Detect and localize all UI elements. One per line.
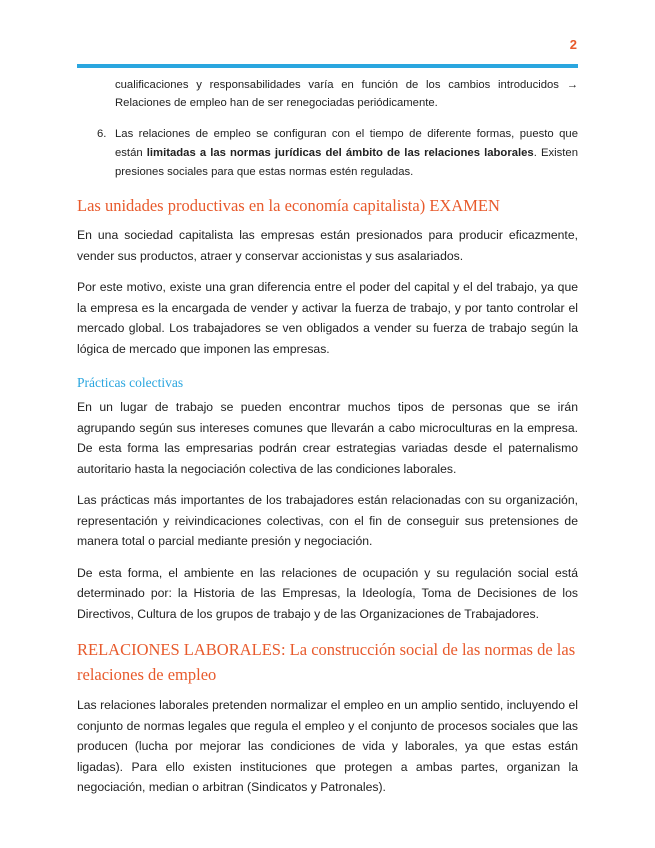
page-number: 2 [569, 37, 577, 52]
subsection-heading-practicas-colectivas: Prácticas colectivas [77, 375, 184, 390]
section-heading-unidades-productivas: Las unidades productivas en la economía capitalista) EXAMEN [77, 196, 500, 215]
list-item-text-start: Las relaciones de empleo se configuran con el tiempo de diferente formas, puesto que están [115, 128, 578, 159]
list-item-continuation: cualificaciones y responsabilidades varía en función de los cambios introducidos → Relaciones de empleo han de ser renegociadas periódicamente. [115, 79, 578, 109]
list-item [77, 125, 578, 182]
list-item-text [115, 125, 578, 182]
list-item-bold-text: limitadas a las normas jurídicas del ámbito de las relaciones laborales [146, 147, 534, 159]
page-content [77, 76, 578, 809]
paragraph: De esta forma, el ambiente en las relaciones de ocupación y su regulación social está determinado por: la Historia de las Empresas, la Ideología, Toma de Decisiones de los Directivos, Cultura de los grupos de trabajo y de las Organizaciones de Trabajadores. [77, 565, 578, 621]
paragraph: Las relaciones laborales pretenden normalizar el empleo en un amplio sentido, incluyendo el conjunto de normas legales que regula el empleo y el conjunto de procesos sociales que las producen (lucha por mejorar las condiciones de vida y laborales, ya que estas están ligadas). Para ello existen instituciones que protegen a ambas partes, organizan la negociación, median o arbitran (Sindicatos y Patronales). [77, 698, 578, 794]
list-item-text-end: . Existen presiones sociales para que estas normas estén reguladas. [115, 147, 579, 178]
section-heading-relaciones-laborales: RELACIONES LABORALES: La construcción social de las normas de las relaciones de empleo [77, 640, 576, 684]
paragraph: Por este motivo, existe una gran diferencia entre el poder del capital y el del trabajo, ya que la empresa es la encargada de vender y activar la fuerza de trabajo, y por tanto controlar el mercado global. Los trabajadores se ven obligados a vender su fuerza de trabajo según la lógica de mercado que imponen las empresas. [77, 280, 578, 356]
paragraph: En un lugar de trabajo se pueden encontrar muchos tipos de personas que se irán agrupando según sus intereses comunes que llevarán a cabo microculturas en la empresa. De esta forma las empresarias podrán crear estrategias variadas desde el paternalismo autoritario hasta la negociación colectiva de las condiciones laborales. [77, 400, 578, 476]
paragraph: Las prácticas más importantes de los trabajadores están relacionadas con su organización, representación y reivindicaciones colectivas, con el fin de conseguir sus pretensiones de manera total o parcial mediante presión y negociación. [77, 493, 578, 548]
paragraph: En una sociedad capitalista las empresas están presionados para producir eficazmente, vender sus productos, atraer y conservar accionistas y sus asalariados. [77, 228, 578, 263]
list-item-number: 6. [97, 128, 107, 140]
header-divider [77, 64, 578, 68]
